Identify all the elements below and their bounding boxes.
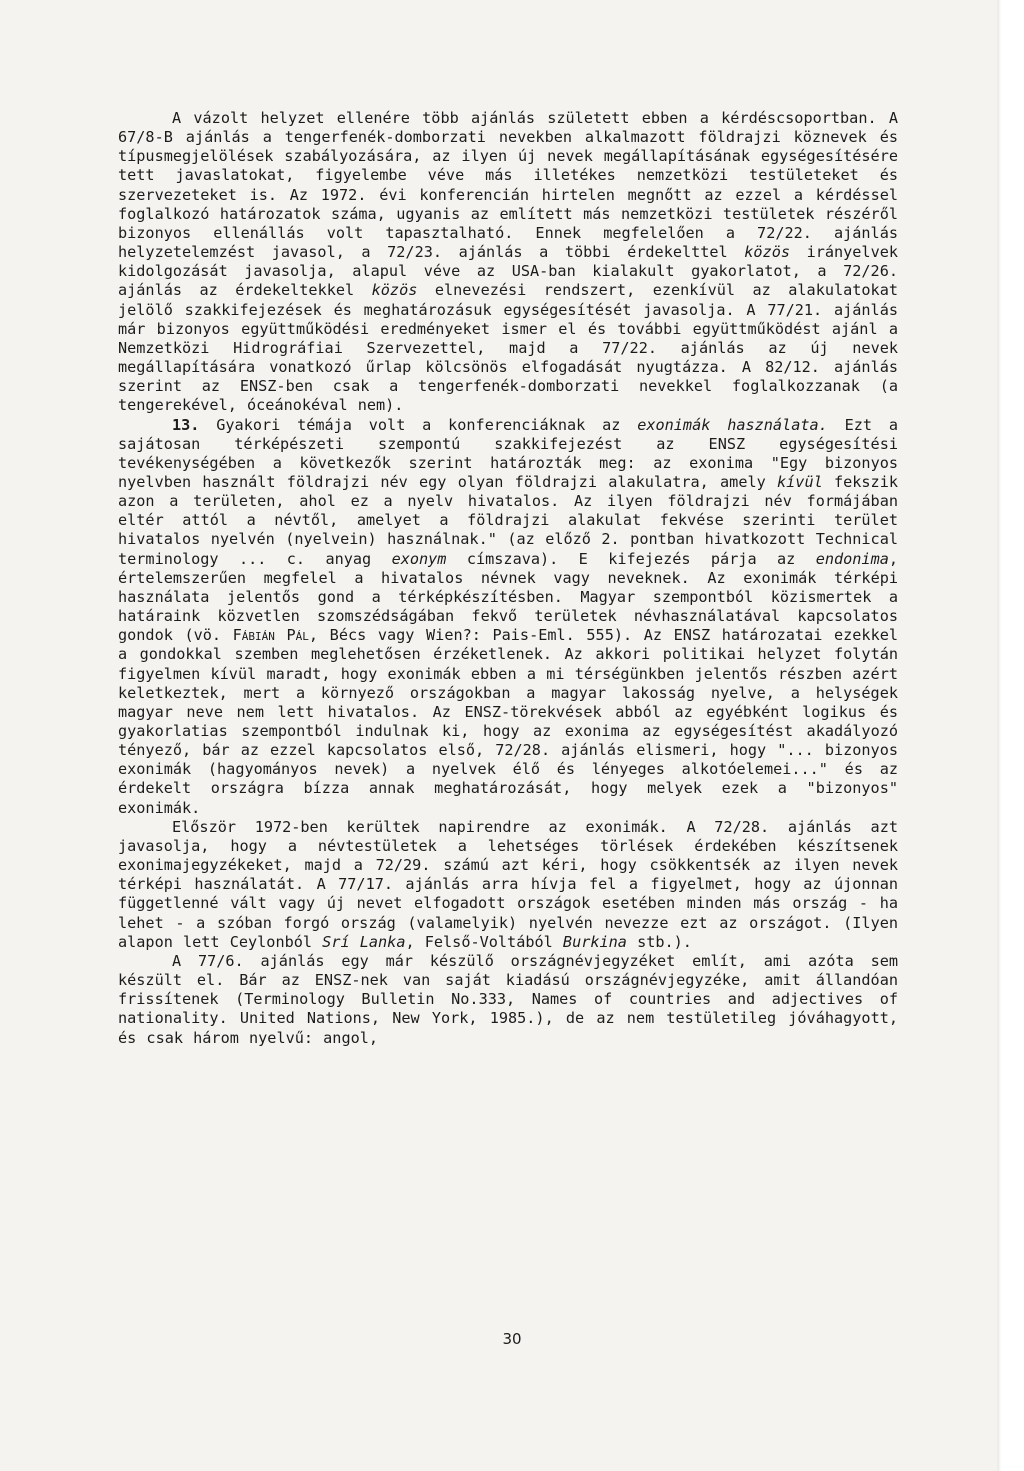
- page-edge: [964, 0, 1024, 1471]
- paragraph-4: A 77/6. ajánlás egy már készülő országnévjegyzéket említ, ami azóta sem készült el. Bár az ENSZ-nek van saját kiadású országnévjegyzéke, amit állandóan frissítenek (Terminology Bulletin No.333, Names of countries and adjectives of nationality. United Nations, New York, 1985.), de az nem testületileg jóváhagyott, és csak három nyelvű: angol,: [118, 951, 898, 1047]
- paragraph-2: 13. Gyakori témája volt a konferenciáknak az exonimák használata. Ezt a sajátosan térképészeti szempontú szakkifejezést az ENSZ egységesítési tevékenységében a következők szerint határozták meg: az exonima "Egy bizonyos nyelvben használt földrajzi név egy olyan földrajzi alakulatra, amely kívül fekszik azon a területen, ahol ez a nyelv hivatalos. Az ilyen földrajzi név formájában eltér attól a névtől, amelyet a földrajzi alakulat fekvése szerinti terület hivatalos nyelvén (nyelvein) használnak." (az előző 2. pontban hivatkozott Technical terminology ... c. anyag exonym címszava). E kifejezés párja az endonima, értelemszerűen megfelel a hivatalos névnek vagy neveknek. Az exonimák térképi használata jelentős gond a térképkészítésben. Magyar szempontból közismertek a határaink közvetlen szomszédságában fekvő területek névhasználatával kapcsolatos gondok (vö. Fábián Pál, Bécs vagy Wien?: Pais-Eml. 555). Az ENSZ határozatai ezekkel a gondokkal szemben meglehetősen érzéketlenek. Az akkori politikai helyzet folytán figyelmen kívül maradt, hogy exonimák ebben a mi térségünkben jelentős részben azért keletkeztek, mert a környező országokban a magyar lakosság nyelve, a helységek magyar neve nem lett hivatalos. Az ENSZ-törekvések abból az egyébként logikus és gyakorlatias szempontból indulnak ki, hogy az exonima az egységesítést akadályozó tényező, bár az ezzel kapcsolatos első, 72/28. ajánlás elismeri, hogy "... bizonyos exonimák (hagyományos nevek) a nyelvek élő és lényeges alkotóelemei..." és az érdekelt országra bízza annak meghatározását, hogy melyek ezek a "bizonyos" exonimák.: [118, 415, 899, 817]
- author-name: Fábián Pál: [232, 626, 309, 645]
- paragraph-1: A vázolt helyzet ellenére több ajánlás született ebben a kérdéscsoportban. A 67/8-B ajánlás a tengerfenék-domborzati nevekben alkalmazott földrajzi köznevek és típusmegjelölések szabályozására, az ilyen új nevek megállapításának egységesítésére tett javaslatokat, figyelembe véve más illetékes nemzetközi testületeket és szervezeteket is. Az 1972. évi konferencián hirtelen megnőtt az ezzel a kérdéssel foglalkozó határozatok száma, ugyanis az említett más nemzetközi testületek részéről bizonyos ellenállás volt tapasztalható. Ennek megfelelően a 72/22. ajánlás helyzetelemzést javasol, a 72/23. ajánlás a többi érdekelttel közös irányelvek kidolgozását javasolja, alapul véve az USA-ban kialakult gyakorlatot, a 72/26. ajánlás az érdekeltekkel közös elnevezési rendszert, ezenkívül az alakulatokat jelölő szakkifejezések és meghatározásuk egységesítését javasolja. A 77/21. ajánlás már bizonyos együttműködési eredményeket ismer el és további együttműködést ajánl a Nemzetközi Hidrográfiai Szervezettel, majd a 77/22. ajánlás az új nevek megállapítására vonatkozó űrlap kölcsönös elfogadását nyugtázza. A 82/12. ajánlás szerint az ENSZ-ben csak a tengerfenék-domborzati nevekkel foglalkozzanak (a tengerekével, óceánokéval nem).: [118, 109, 899, 415]
- paragraph-3: Először 1972-ben kerültek napirendre az exonimák. A 72/28. ajánlás azt javasolja, hogy a névtestületek a lehetséges törlések érdekében készítsenek exonimajegyzékeket, majd a 72/29. számú azt kéri, hogy csökkentsék az ilyen nevek térképi használatát. A 77/17. ajánlás arra hívja fel a figyelmet, hogy az újonnan függetlenné vált vagy új nevet elfogadott országok esetében minden más ország - ha lehet - a szóban forgó ország (valamelyik) nyelvén nevezze ezt az országot. (Ilyen alapon lett Ceylonból Srí Lanka, Felső-Voltából Burkina stb.).: [118, 817, 898, 951]
- page-number: 30: [502, 1330, 522, 1348]
- document-body: [118, 109, 898, 1048]
- section-number: 13.: [172, 415, 200, 434]
